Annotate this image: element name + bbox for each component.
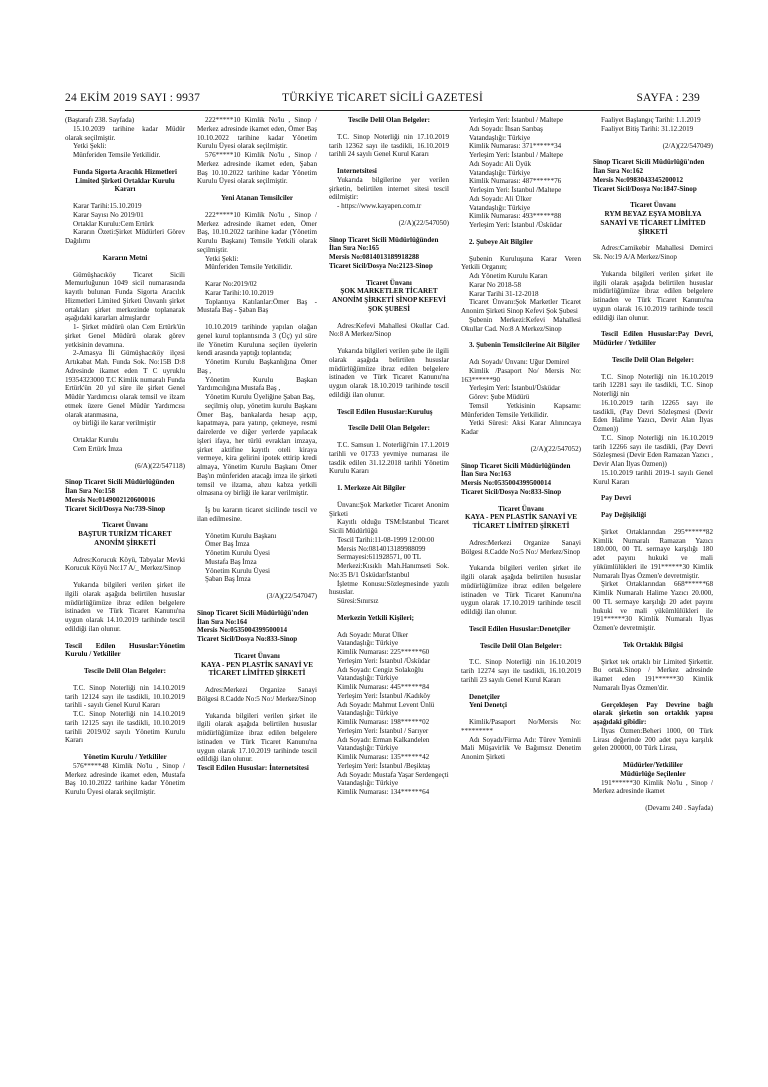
text-paragraph: Kimlik Numarası: 487******76 [469, 177, 562, 186]
text-paragraph: Kimlik Numarası: 371******34 [469, 142, 562, 151]
text-paragraph: T.C. Sinop Noterliği nin 16.10.2019 tarih 12281 sayı ile tasdikli, T.C. Sinop Noterliği nin [593, 372, 713, 398]
text-paragraph: Merkezin Yetkili Kişileri; [337, 613, 414, 622]
text-paragraph: 222*****10 Kimlik No'lu , Sinop / Merkez adresinde ikamet eden, Ömer Baş 10.10.2022 tarihine kadar Yönetim Kurulu Üyesi olarak seçilmiştir. [197, 116, 317, 151]
text-paragraph: Ünvanı:Şok Marketler Ticaret Anonim Şirketi [329, 500, 449, 518]
paragraph-spacer [197, 186, 317, 194]
column-2 [197, 116, 317, 1061]
paragraph-spacer [593, 193, 713, 201]
text-paragraph: Ticaret Sicil/Dosya No:739-Sinop [65, 504, 166, 513]
text-paragraph: Tescile Delil Olan Belgeler: [348, 116, 430, 124]
paragraph-spacer [65, 194, 185, 202]
text-paragraph: Vatandaşlığı: Türkiye [337, 779, 399, 788]
text-paragraph: Denetçiler [469, 692, 501, 701]
text-paragraph: Ticaret Sicil/Dosya No:833-Sinop [461, 487, 562, 496]
text-paragraph: Münferiden Temsile Yetkilidir. [205, 263, 293, 272]
text-paragraph: Sinop Ticaret Sicili Müdürlüğünden [329, 235, 439, 244]
paragraph-spacer [65, 573, 185, 581]
text-paragraph: Adı Yönetim Kurulu Kararı [469, 272, 548, 280]
text-paragraph: 1- Şirket müdürü olan Cem Ertürk'ün şirket Genel Müdürü olarak görev yetkisinin devamına. [65, 323, 185, 349]
text-paragraph: Yönetim Kurulu / Yetkililer [83, 753, 167, 761]
paragraph-spacer [197, 498, 317, 506]
paragraph-spacer [593, 796, 713, 804]
text-paragraph: Vatandaşlığı: Türkiye [337, 744, 399, 753]
paragraph-spacer [329, 400, 449, 408]
header-rule [65, 110, 700, 111]
text-paragraph: Yetki Şekli: [73, 142, 107, 151]
text-paragraph: Şubenin Kuruluşuna Karar Veren Yetkili Organın; [461, 254, 581, 272]
text-paragraph: Gerçekleşen Pay Devrine bağlı olarak şirketin son ortaklık yapısı aşağıdaki gibidir: [593, 700, 713, 726]
paragraph-spacer [65, 548, 185, 556]
text-paragraph: Merkezi:Kısıklı Mah.Hanımseti Sok. No:35 B/1 Üsküdar/İstanbul [329, 562, 449, 579]
text-paragraph: İlan Sıra No:162 [593, 167, 644, 175]
paragraph-spacer [65, 470, 185, 478]
text-paragraph: Kimlik Numarası: 135******42 [337, 753, 430, 761]
paragraph-spacer [461, 710, 581, 718]
text-paragraph: Müdürler/Yetkililer [623, 761, 683, 769]
text-paragraph: Tescile Delil Olan Belgeler: [612, 355, 694, 364]
paragraph-spacer [65, 160, 185, 168]
text-paragraph: Yerleşim Yeri: İstanbul/Üsküdar [469, 384, 561, 393]
text-paragraph: Adı Soyadı: Murat Ülker [337, 630, 409, 639]
text-paragraph: Yeni Denetçi [469, 701, 508, 710]
text-paragraph: Mersis No:0814013189918288 [329, 253, 420, 261]
text-paragraph: - https://www.kayapen.com.tr [337, 202, 422, 210]
text-paragraph: Tescil Edilen Hususlar:Yönetim Kurulu / Yetkililer [65, 641, 185, 659]
paragraph-spacer [329, 493, 449, 501]
text-paragraph: İlan Sıra No:158 [65, 487, 116, 495]
text-paragraph: Mersis No:0814013189988099 [337, 544, 426, 553]
text-paragraph: Adı Soyadı/ Ünvanı: Uğur Demirel [469, 358, 570, 366]
text-paragraph: Yerleşim Yeri: İstanbul / Maltepe [469, 116, 564, 124]
text-paragraph: Ticaret Sicil/Dosya No:2123-Sinop [329, 261, 433, 270]
text-paragraph: Karar Tarihi:15.10.2019 [73, 202, 142, 210]
gazette-title: TÜRKİYE TİCARET SİCİLİ GAZETESİ [282, 92, 483, 104]
paragraph-spacer [197, 704, 317, 712]
text-paragraph: İş bu kararın ticaret sicilinde tescil ve ilan edilmesine. [197, 506, 317, 523]
text-paragraph: Şirket Ortaklarından 295******82 Kimlik Numaralı Ramazan Yazıcı 180.000, 00 TL sermaye karşılığı 180 adet payını hukuki ve mali yükümlülükleri ile 191******30 Kimlik Numaralı İlyas Özmen'e devretmiştir. [593, 527, 713, 580]
text-paragraph: Cem Ertürk İmza [73, 444, 123, 453]
text-paragraph: Yetki Şekli: [205, 254, 239, 263]
text-paragraph: 2-Amasya İli Gümüşhacıköy ilçesi Artıkabat Mah. Funda Sok. No:15B D:8 Adresinde ikamet eden T C uyruklu 19354323000 T.C Kimlik numaralı Funda Ertürk'ün 20 yıl süre ile şirket Genel Müdür Yardımcısı olarak temsil ve ilzam etmek üzere Genel Müdür Yardımcısı olarak atanmasına, [65, 349, 185, 419]
text-paragraph: Sinop Ticaret Sicili Müdürlüğünden [65, 478, 175, 487]
text-paragraph: T.C. Sinop Noterliği nin 16.10.2019 tarih 12274 sayı ile tasdikli, 16.10.2019 tarihli 23 sayılı Genel Kurul Kararı [461, 658, 581, 684]
text-paragraph: Şirket tek ortaklı bir Limited Şirkettir. Bu ortak.Sinop / Merkez adresinde ikamet eden 191******30 Kimlik Numaralı İlyas Özmen'dir. [593, 657, 713, 692]
paragraph-spacer [197, 272, 317, 280]
paragraph-spacer [593, 134, 713, 142]
page-number: SAYFA : 239 [636, 92, 700, 104]
text-paragraph: Yerleşim Yeri: İstanbul /Beşiktaş [337, 761, 431, 770]
text-paragraph: Mersis No:0149002120600016 [65, 495, 156, 504]
text-paragraph: Mersis No:0983043345200012 [593, 175, 684, 184]
text-paragraph: Görev: Şube Müdürü [469, 393, 530, 401]
text-paragraph: Yönetim Kurulu Başkan Yardımcılığına Mustafa Baş , [197, 375, 317, 393]
text-paragraph: (2/A)(22/547052) [530, 444, 581, 453]
text-paragraph: Kimlik Numarası: 225******60 [337, 648, 430, 656]
text-paragraph: İlan Sıra No:163 [461, 470, 512, 479]
text-paragraph: Kimlik /Pasaport No/ Mersis No: 163******90 [461, 366, 581, 384]
text-paragraph: İşletme Konusu:Sözleşmesinde yazılı hususlar. [329, 579, 449, 597]
paragraph-spacer [461, 497, 581, 505]
text-paragraph: Münferiden Temsile Yetkilidir. [73, 151, 161, 159]
text-paragraph: Ticaret Ünvanı [366, 278, 412, 287]
paragraph-spacer [593, 322, 713, 330]
text-paragraph: Yerleşim Yeri: İstanbul /Maltepe [469, 186, 562, 194]
text-paragraph: Kimlik Numarası: 198******02 [337, 718, 430, 726]
text-paragraph: Yukarıda bilgileri verilen şube ile ilgili olarak aşağıda belirtilen hususlar müdürlüğümüze ibraz edilen belgelere istinaden ve Türk Ticaret Kanunu'na uygun olarak 18.10.2019 tarihinde tescil edildiği ilan olunur. [329, 347, 449, 399]
text-paragraph: Adı Soyadı: Ali Üyük [469, 159, 532, 168]
paragraph-spacer [593, 503, 713, 511]
paragraph-spacer [65, 246, 185, 254]
text-paragraph: (2/A)(22/547050) [398, 218, 449, 227]
text-paragraph: (6/A)(22/547118) [134, 461, 185, 470]
text-paragraph: Adı Soyadı/Firma Adı: Türev Yeminli Mali Müşavirlik Ve Bağımsız Denetim Anonim Şirketi [461, 735, 581, 761]
page-header [65, 92, 700, 108]
text-paragraph: ŞOK MARKETLER TİCARET ANONİM ŞİRKETİ SİNOP KEFEVİ ŞOK ŞUBESİ [332, 287, 446, 313]
text-paragraph: KAYA - PEN PLASTİK SANAYİ VE TİCARET LİMİTED ŞİRKETİ [200, 660, 314, 678]
text-paragraph: Ticaret Sicil/Dosya No:833-Sinop [197, 635, 298, 643]
paragraph-spacer [593, 693, 713, 701]
paragraph-spacer [197, 315, 317, 323]
paragraph-spacer [593, 365, 713, 373]
text-paragraph: Internetsitesi [337, 167, 377, 175]
text-paragraph: Adres:Korucuk Köyü, Tabyalar Mevki Korucuk Köyü No:17 A/_ Merkez/Sinop [65, 555, 185, 573]
text-paragraph: (2/A)(22/547049) [662, 141, 713, 150]
text-paragraph: Ticaret Ünvanı:Şok Marketler Ticaret Anonim Şirketi Sinop Kefevi Şok Şubesi [461, 298, 581, 315]
text-paragraph: Sinop Ticaret Sicili Müdürlüğü'nden [197, 608, 309, 617]
text-paragraph: Adres:Camikebir Mahallesi Demirci Sk. No:19 A/A Merkez/Sinop [593, 244, 713, 261]
text-paragraph: Ortaklar Kurulu:Cem Ertürk [73, 219, 154, 228]
paragraph-spacer [461, 685, 581, 693]
text-paragraph: T.C. Sinop Noterliği nin 17.10.2019 tarih 12362 sayı ile tasdikli, 16.10.2019 tarihli 24 sayılı Genel Kurul Kararı [329, 132, 449, 159]
text-paragraph: Yukarıda bilgileri verilen şirket ile ilgili olarak aşağıda belirtilen hususlar müdürlüğümüze ibraz edilen belgelere istinaden ve Türk Ticaret Kanunu'na uygun olarak 17.10.2019 tarihinde tescil edildiği ilan olunur. [197, 711, 317, 764]
column-3 [329, 116, 449, 1061]
text-paragraph: 2. Şubeye Ait Bilgiler [469, 237, 533, 246]
text-paragraph: Tek Ortaklık Bilgisi [622, 640, 684, 649]
text-paragraph: T.C. Sinop Noterliği nin 14.10.2019 tarih 12125 sayı ile tasdikli, 10.10.2019 tarihli 2019/02 sayılı Yönetim Kurulu Kararı [65, 710, 185, 745]
text-paragraph: Adres:Merkezi Organize Sanayi Bölgesi 8.Cadde No:5 No:/ Merkez/Sinop [461, 538, 581, 556]
paragraph-spacer [329, 314, 449, 322]
paragraph-spacer [329, 416, 449, 424]
text-paragraph: Tescile Delil Olan Belgeler: [480, 641, 562, 650]
text-paragraph: BAŞTUR TURİZM TİCARET ANONİM ŞİRKETİ [78, 530, 172, 547]
text-paragraph: Yönetim Kurulu Başkanı [205, 531, 277, 540]
paragraph-spacer [197, 584, 317, 592]
text-paragraph: Mersis No:0535004399500014 [197, 626, 288, 635]
paragraph-spacer [329, 339, 449, 347]
paragraph-spacer [461, 333, 581, 341]
text-paragraph: Adı Soyadı: Erman Kalkandelen [337, 735, 430, 744]
text-paragraph: 16.10.2019 tarih 12265 sayı ile tasdikli, (Pay Devri Sözleşmesi (Devir Eden Halime Yazıcı, Devir Alan İlyas Özmen)) [593, 398, 713, 433]
text-paragraph: Yukarıda bilgileri verilen şirket ile ilgili olarak aşağıda belirtilen hususlar müdürlüğümüze ibraz edilen belgelere istinaden ve Türk Ticaret Kanunu'na uygun olarak 17.10.2019 tarihinde tescil edildiği ilan olunur. [461, 564, 581, 616]
paragraph-spacer [461, 650, 581, 658]
text-paragraph: Kayıtlı olduğu TSM:İstanbul Ticaret Sicili Müdürlüğü [329, 518, 449, 535]
text-paragraph: Tescil Edilen Hususlar:Pay Devri, Müdürler / Yetkililer [593, 330, 713, 347]
text-paragraph: Kararın Özeti:Şirket Müdürleri Görev Dağılımı [65, 228, 185, 245]
paragraph-spacer [329, 433, 449, 441]
text-paragraph: Şirket Ortaklarından 668******68 Kimlik Numaralı Halime Yazıcı 20.000, 00 TL sermaye karşılığı 20 adet payını hukuki ve mali yükümlülükleri ile 191******30 Kimlik Numaralı İlyas Özmen'e devretmiştir. [593, 580, 713, 632]
text-paragraph: Karar Tarihi:10.10.2019 [205, 288, 274, 297]
text-paragraph: 1. Merkeze Ait Bilgiler [337, 484, 406, 492]
paragraph-spacer [197, 678, 317, 686]
paragraph-spacer [593, 262, 713, 270]
text-paragraph: Adı Soyadı: Ali Ülker [469, 194, 532, 203]
paragraph-spacer [65, 263, 185, 271]
text-paragraph: Kararın Metni [102, 253, 148, 262]
text-paragraph: Karar No 2018-58 [469, 280, 522, 289]
text-paragraph: KAYA - PEN PLASTİK SANAYİ VE TİCARET LİMİTED ŞİRKETİ [464, 513, 578, 530]
paragraph-spacer [461, 531, 581, 539]
text-paragraph: (Baştarafı 238. Sayfada) [65, 116, 135, 124]
paragraph-spacer [65, 513, 185, 521]
text-paragraph: Vatandaşlığı: Türkiye [337, 639, 399, 648]
text-paragraph: Tescil Edilen Hususlar:Denetçiler [469, 624, 571, 633]
paragraph-spacer [593, 650, 713, 658]
text-paragraph: Yukarıda bilgileri verilen şirket ile ilgili olarak aşağıda belirtilen hususlar müdürlüğümüze ibraz edilen belgelere istinaden ve Türk Ticaret Kanunu'na uygun olarak 14.10.2019 tarihinde tescil edildiği ilan olunur. [65, 581, 185, 633]
text-paragraph: Gümüşhacıköy Ticaret Sicili Memurluğunun 1049 sicil numarasında kayıtlı bulunan Funda Sigorta Aracılık Hizmetleri Limited Şirketi Ünvanlı şirket ortakları şirket merkezinde toplanarak aşağıdaki kararları almışlardır [65, 270, 185, 323]
text-paragraph: (3/A)(22/547047) [266, 592, 317, 600]
text-paragraph: seçilmiş olup, yönetim kurulu Başkanı Ömer Baş, bankalarda hesap açıp, kapatmaya, para yatırıp, çekmeye, resmi dairelerde ve diğer yerlerde yapılacak işleri ifaya, her türlü evrakları imzaya, şirket aktifine kayıtlı oteli kiraya vermeye, kira gelirini ipotek ettirip kredi almaya, Yönetim Kurulu Başkanı Ömer Baş'ın münferiden atacağı imza ile şirketi temsil ve ilzama, ahzu kabza yetkili olmasına oy birliği ile karar verilmiştir. [197, 401, 317, 498]
paragraph-spacer [65, 454, 185, 462]
text-paragraph: Sermayesi:611928571, 00 TL [337, 553, 422, 562]
text-paragraph: Vatandaşlığı: Türkiye [337, 709, 399, 718]
paragraph-spacer [461, 247, 581, 255]
paragraph-spacer [197, 203, 317, 211]
text-paragraph: 3. Şubenin Temsilcilerine Ait Bilgiler [469, 341, 580, 350]
text-paragraph: Yerleşim Yeri: İstanbul /Üsküdar [469, 221, 563, 229]
paragraph-spacer [461, 617, 581, 625]
text-paragraph: Tescile Delil Olan Belgeler: [348, 424, 430, 433]
text-paragraph: Tescil Tarihi:11-08-1999 12:00:00 [337, 535, 435, 544]
text-paragraph: Vatandaşlığı: Türkiye [337, 674, 399, 683]
text-paragraph: Tescile Delil Olan Belgeler: [84, 667, 166, 675]
text-paragraph: Ticaret Ünvanı [234, 651, 280, 660]
text-paragraph: Ticaret Ünvanı [630, 201, 676, 210]
page-columns [65, 116, 713, 1061]
text-paragraph: Karar Sayısı No 2019/01 [73, 210, 144, 219]
text-paragraph: T.C. Sinop Noterliği nin 14.10.2019 tarih 12124 sayı ile tasdikli, 10.10.2019 tarihli - sayılı Genel Kurul Kararı [65, 683, 185, 710]
text-paragraph: 576*****10 Kimlik No'lu , Sinop / Merkez adresinde ikamet eden, Şaban Baş 10.10.2022 tarihine kadar Yönetim Kurulu Üyesi olarak seçilmiştir. [197, 151, 317, 186]
text-paragraph: Adı Soyadı: Mustafa Yaşar Serdengeçti [337, 770, 449, 779]
text-paragraph: Yönetim Kurulu Üyesi [205, 549, 271, 557]
text-paragraph: İlan Sıra No:165 [329, 244, 380, 253]
paragraph-spacer [65, 745, 185, 753]
paragraph-spacer [329, 606, 449, 614]
paragraph-spacer [329, 125, 449, 133]
text-paragraph: 15.10.2019 tarihli 2019-1 sayılı Genel Kurul Kararı [593, 468, 713, 486]
text-paragraph: RYM BEYAZ EŞYA MOBİLYA SANAYİ VE TİCARET LİMİTED ŞİRKETİ [600, 210, 706, 236]
paragraph-spacer [461, 350, 581, 358]
text-paragraph: 10.10.2019 tarihinde yapılan olağan genel kurul toplantısında 3 (Üç) yıl süre ile Yönetim Kuruluna seçilen üyelerin kendi arasında yaptığı toplantıda; [197, 323, 317, 358]
paragraph-spacer [65, 659, 185, 667]
paragraph-spacer [197, 524, 317, 532]
text-paragraph: Ortaklar Kurulu [73, 436, 119, 444]
text-paragraph: Yukarıda bilgileri verilen şirket ile ilgili olarak aşağıda belirtilen hususlar müdürlüğümüze ibraz edilen belgelere istinaden ve Türk Ticaret Kanunu'na uygun olarak 16.10.2019 tarihinde tescil edildiği ilan olunur. [593, 269, 713, 322]
text-paragraph: Yerleşim Yeri: İstanbul / Maltepe [469, 151, 564, 159]
text-paragraph: Mersis No:0535004399500014 [461, 479, 552, 487]
text-paragraph: Karar Tarihi 31-12-2018 [469, 289, 539, 298]
text-paragraph: Yeni Atanan Temsilciler [220, 194, 294, 202]
text-paragraph: 576*****48 Kimlik No'lu , Sinop / Merkez adresinde ikamet eden, Mustafa Baş 10.10.2022 tarihine kadar Yönetim Kurulu Üyesi olarak seçilmiştir. [65, 761, 185, 796]
paragraph-spacer [65, 428, 185, 436]
text-paragraph: Müdürlüğe Seçilenler [620, 769, 686, 778]
text-paragraph: Şubenin Merkezi:Kefevi Mahallesi Okullar Cad. No:8 A Merkez/Sinop [461, 315, 581, 333]
paragraph-spacer [461, 454, 581, 462]
paragraph-spacer [329, 623, 449, 631]
text-paragraph: Toplantıya Katılanlar:Ömer Baş - Mustafa Baş - Şaban Baş [197, 297, 317, 315]
text-paragraph: Vatandaşlığı: Türkiye [469, 168, 531, 177]
text-paragraph: Karar No:2019/02 [205, 280, 257, 288]
text-paragraph: Yerleşim Yeri: İstanbul /Kadıköy [337, 691, 431, 700]
column-4 [461, 116, 581, 1061]
text-paragraph: T.C. Sinop Noterliği nin 16.10.2019 tarih 12266 sayı ile tasdikli, (Pay Devri Sözleşmesi (Devir Eden Ramazan Yazıcı , Devir Alan İlyas Özmen)) [593, 433, 713, 468]
text-paragraph: Kimlik Numarası: 493******88 [469, 212, 562, 221]
paragraph-spacer [593, 633, 713, 641]
paragraph-spacer [197, 601, 317, 609]
paragraph-spacer [329, 271, 449, 279]
text-paragraph: Sinop Ticaret Sicili Müdürlüğünden [461, 461, 571, 470]
text-paragraph: 191******30 Kimlik No'lu , Sinop / Merkez adresinde ikamet [593, 778, 713, 796]
text-paragraph: 15.10.2039 tarihine kadar Müdür olarak seçilmiştir. [65, 124, 185, 142]
text-paragraph: Vatandaşlığı: Türkiye [469, 133, 531, 142]
text-paragraph: (Devamı 240 . Sayfada) [645, 804, 713, 812]
text-paragraph: 222*****10 Kimlik No'lu , Sinop / Merkez adresinde ikamet eden, Ömer Baş, 10.10.2022 tarihine kadar (Yönetim Kurulu Başkanı) Temsile Yetkili olarak seçilmiştir. [197, 210, 317, 254]
text-paragraph: Adı Soyadı: İhsan Sarıbaş [469, 124, 543, 133]
paragraph-spacer [329, 228, 449, 236]
paragraph-spacer [329, 211, 449, 219]
text-paragraph: Şaban Baş İmza [205, 575, 251, 584]
text-paragraph: Yetki Süresi: Aksi Karar Alınıncaya Kadar [461, 419, 581, 436]
text-paragraph: Faaliyet Bitiş Tarihi: 31.12.2019 [601, 124, 694, 133]
paragraph-spacer [593, 520, 713, 528]
paragraph-spacer [593, 348, 713, 356]
text-paragraph: Pay Devri [601, 494, 632, 503]
text-paragraph: Yerleşim Yeri: İstanbul / Sarıyer [337, 726, 429, 735]
paragraph-spacer [593, 236, 713, 244]
text-paragraph: Adres:Merkezi Organize Sanayi Bölgesi 8.Cadde No:5 No:/ Merkez/Sinop [197, 686, 317, 703]
text-paragraph: Sinop Ticaret Sicili Müdürlüğü'nden [593, 158, 705, 167]
issue-info: 24 EKİM 2019 SAYI : 9937 [65, 92, 201, 104]
text-paragraph: İlyas Özmen:Beheri 1000, 00 Türk Lirası değerinde 200 adet paya karşılık gelen 200000, 00 Türk Lirası, [593, 726, 713, 753]
paragraph-spacer [461, 230, 581, 238]
text-paragraph: Adı Soyadı: Mahmut Levent Ünlü [337, 700, 435, 709]
text-paragraph: oy birliği ile karar verilmiştir [73, 419, 156, 428]
text-paragraph: Ticaret Ünvanı [102, 521, 148, 530]
text-paragraph: Adres:Kefevi Mahallesi Okullar Cad. No:8 A Merkez/Sinop [329, 321, 449, 339]
text-paragraph: İlan Sıra No:164 [197, 617, 248, 626]
paragraph-spacer [461, 437, 581, 445]
text-paragraph: Faaliyet Başlangıç Tarihi: 1.1.2019 [601, 116, 701, 124]
text-paragraph: Funda Sigorta Aracılık Hizmetleri Limited Şirketi Ortaklar Kurulu Kararı [73, 167, 177, 194]
text-paragraph: Kimlik/Pasaport No/Mersis No: ********* [461, 718, 581, 735]
text-paragraph: Ticaret Ünvanı [498, 504, 544, 513]
paragraph-spacer [461, 556, 581, 564]
text-paragraph: Yerleşim Yeri: İstanbul /Üsküdar [337, 656, 431, 665]
paragraph-spacer [593, 753, 713, 761]
text-paragraph: Ticaret Sicil/Dosya No:1847-Sinop [593, 184, 697, 193]
text-paragraph: Yönetim Kurulu Üyesi [205, 566, 271, 575]
text-paragraph: Yönetim Kurulu Üyeliğine Şaban Baş, [205, 393, 315, 401]
text-paragraph: Temsil Yetkisinin Kapsamı: Münferiden Temsile Yetkilidir. [461, 401, 581, 419]
text-paragraph: Mustafa Baş İmza [205, 557, 257, 566]
paragraph-spacer [65, 676, 185, 684]
paragraph-spacer [329, 159, 449, 167]
text-paragraph: Yönetim Kurulu Başkanlığına Ömer Baş , [197, 358, 317, 375]
text-paragraph: Süresi:Sınırsız [337, 597, 379, 605]
text-paragraph: Pay Değişikliği [601, 511, 647, 519]
text-paragraph: Yukarıda bilgilerine yer verilen şirketin, belirtilen internet sitesi tescil edilmiştir: [329, 175, 449, 202]
column-1 [65, 116, 185, 1061]
paragraph-spacer [329, 476, 449, 484]
column-5 [593, 116, 713, 1061]
text-paragraph: Adı Soyadı: Cengiz Solakoğlu [337, 665, 424, 674]
text-paragraph: Tescil Edilen Hususlar:Kuruluş [337, 407, 433, 416]
text-paragraph: Ömer Baş İmza [205, 540, 250, 549]
text-paragraph: T.C. Samsun 1. Noterliği'nin 17.1.2019 tarihli ve 01733 yevmiye numarası ile tasdik edilen 31.12.2018 tarihli Yönetim Kurulu Kararı [329, 441, 449, 476]
text-paragraph: Kimlik Numarası: 445******84 [337, 683, 430, 691]
paragraph-spacer [197, 644, 317, 652]
paragraph-spacer [461, 634, 581, 642]
text-paragraph: Tescil Edilen Hususlar: İnternetsitesi [197, 764, 309, 772]
text-paragraph: Vatandaşlığı: Türkiye [469, 203, 531, 212]
text-paragraph: Kimlik Numarası: 134******64 [337, 788, 430, 796]
paragraph-spacer [593, 150, 713, 158]
paragraph-spacer [593, 486, 713, 494]
paragraph-spacer [65, 634, 185, 642]
